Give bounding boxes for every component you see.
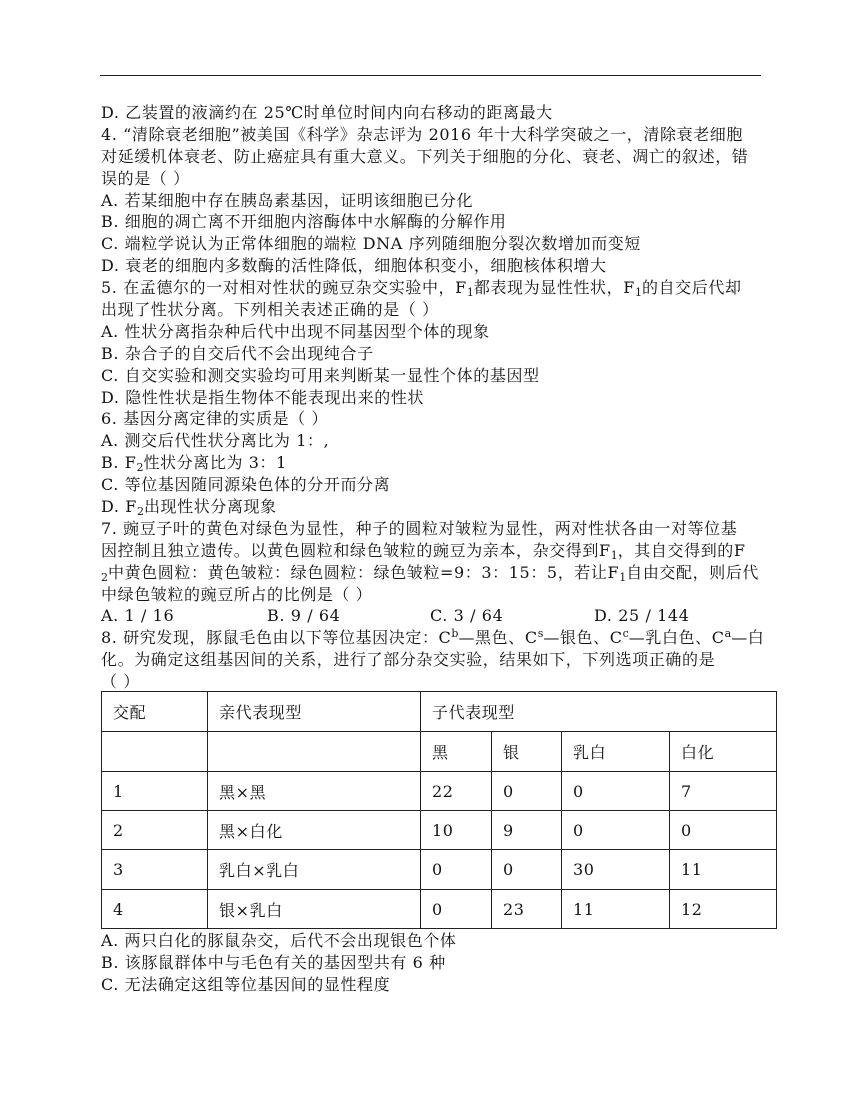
cell-parents: 黑×白化 — [208, 811, 421, 850]
question-4-option-b: B. 细胞的凋亡离不开细胞内溶酶体中水解酶的分解作用 — [101, 212, 507, 232]
header-rule — [100, 75, 761, 76]
cell-mating: 1 — [102, 772, 208, 811]
superscript: b — [451, 627, 459, 641]
subscript: 1 — [466, 286, 474, 300]
stem-text: 中黄色圆粒：黄色皱粒：绿色圆粒：绿色皱粒=9：3：15：5，若让F — [108, 562, 620, 582]
cell-count: 0 — [421, 850, 492, 890]
cell-count: 0 — [562, 811, 670, 850]
cell-count: 23 — [492, 890, 562, 929]
question-4-option-d: D. 衰老的细胞内多数酶的活性降低，细胞体积变小，细胞核体积增大 — [101, 256, 607, 276]
question-3-option-d: D. 乙装置的液滴约在 25℃时单位时间内向右移动的距离最大 — [101, 103, 553, 122]
subscript: 1 — [610, 548, 618, 562]
stem-text: —银色、C — [543, 628, 623, 648]
option-text: 性状分离比为 3：1 — [143, 453, 287, 473]
question-7-option-c: C. 3 / 64 — [430, 606, 504, 626]
cell-parents: 黑×黑 — [208, 772, 421, 811]
cell-parents: 乳白×乳白 — [208, 850, 421, 890]
stem-text: ，其自交得到的F — [617, 540, 746, 560]
subscript: 2 — [136, 505, 144, 519]
option-text: D. F — [101, 497, 137, 517]
stem-text: —乳白色、C — [628, 628, 725, 648]
question-5-option-d: D. 隐性性状是指生物体不能表现出来的性状 — [101, 387, 425, 407]
table-row — [102, 772, 777, 811]
question-4-option-a: A. 若某细胞中存在胰岛素基因，证明该细胞已分化 — [101, 190, 474, 210]
subheader-cream: 乳白 — [562, 732, 670, 772]
option-text: 出现性状分离现象 — [143, 497, 277, 517]
question-8-option-b: B. 该豚鼠群体中与毛色有关的基因型共有 6 种 — [101, 952, 446, 972]
subscript: 2 — [101, 570, 108, 584]
cell-count: 11 — [562, 890, 670, 929]
question-7-stem-line: 中绿色皱粒的豌豆所占的比例是（ ） — [101, 584, 373, 604]
empty-cell — [208, 732, 421, 772]
cell-mating: 2 — [102, 811, 208, 850]
table-row — [102, 890, 777, 929]
superscript: c — [622, 627, 629, 641]
stem-text: 都表现为显性性状，F — [473, 278, 635, 298]
subheader-black: 黑 — [421, 732, 492, 772]
cell-count: 10 — [421, 811, 492, 850]
cell-count: 22 — [421, 772, 492, 811]
question-7-stem-line: 7. 豌豆子叶的黄色对绿色为显性，种子的圆粒对皱粒为显性，两对性状各由一对等位基 — [101, 518, 738, 538]
question-7-options — [101, 605, 781, 627]
question-7-stem-line — [101, 562, 781, 584]
subscript: 1 — [634, 286, 642, 300]
superscript: s — [537, 627, 544, 641]
table-subheader-row — [102, 732, 777, 772]
cross-results-table — [101, 691, 777, 929]
header-mating: 交配 — [102, 692, 208, 732]
question-6-option-c: C. 等位基因随同源染色体的分开而分离 — [101, 475, 391, 495]
stem-text: 的自交后代却 — [641, 278, 742, 298]
question-5-stem-line — [101, 277, 781, 299]
question-8-stem-line: （ ） — [101, 672, 140, 692]
cell-count: 0 — [670, 811, 777, 850]
cell-count: 12 — [670, 890, 777, 929]
question-5-stem-line: 出现了性状分离。下列相关表述正确的是（ ） — [101, 300, 439, 320]
cell-count: 11 — [670, 850, 777, 890]
cell-mating: 3 — [102, 850, 208, 890]
stem-text: 8. 研究发现，豚鼠毛色由以下等位基因决定：C — [101, 628, 452, 648]
question-5-option-b: B. 杂合子的自交后代不会出现纯合子 — [101, 343, 374, 363]
question-8-stem-line: 化。为确定这组基因间的关系，进行了部分杂交实验，结果如下，下列选项正确的是 — [101, 650, 716, 670]
empty-cell — [102, 732, 208, 772]
subheader-albino: 白化 — [670, 732, 777, 772]
question-8-option-a: A. 两只白化的豚鼠杂交，后代不会出现银色个体 — [101, 931, 457, 950]
cell-mating: 4 — [102, 890, 208, 929]
cell-count: 0 — [562, 772, 670, 811]
stem-text: 自由交配，则后代 — [626, 562, 760, 582]
question-8-option-c: C. 无法确定这组等位基因间的显性程度 — [101, 974, 391, 994]
subscript: 1 — [619, 570, 627, 584]
header-offspring: 子代表现型 — [421, 692, 777, 732]
question-text-block — [101, 102, 781, 693]
question-8-options-block — [101, 930, 781, 996]
question-6-option-a: A. 测交后代性状分离比为 1：, — [101, 431, 330, 451]
question-5-option-a: A. 性状分离指杂种后代中出现不同基因型个体的现象 — [101, 321, 490, 341]
table-row — [102, 850, 777, 890]
question-6-option-b — [101, 452, 781, 474]
superscript: a — [724, 627, 732, 641]
question-4-stem-line: 4. “清除衰老细胞”被美国《科学》杂志评为 2016 年十大科学突破之一，清除衰老细胞 — [101, 124, 744, 144]
question-6-option-d — [101, 496, 781, 518]
table-header-row — [102, 692, 777, 732]
question-4-stem-line: 误的是（ ） — [101, 168, 190, 188]
question-4-option-c: C. 端粒学说认为正常体细胞的端粒 DNA 序列随细胞分裂次数增加而变短 — [101, 234, 641, 254]
question-6-stem: 6. 基因分离定律的实质是（ ） — [101, 409, 329, 429]
question-7-option-d: D. 25 / 144 — [594, 606, 690, 626]
option-text: B. F — [101, 453, 137, 473]
question-7-option-a: A. 1 / 16 — [101, 606, 175, 626]
cell-count: 30 — [562, 850, 670, 890]
stem-text: 因控制且独立遗传。以黄色圆粒和绿色皱粒的豌豆为亲本，杂交得到F — [101, 540, 611, 560]
cell-count: 0 — [492, 850, 562, 890]
stem-text: —白 — [731, 628, 765, 648]
question-7-stem-line — [101, 540, 781, 562]
subheader-silver: 银 — [492, 732, 562, 772]
cell-parents: 银×乳白 — [208, 890, 421, 929]
question-4-stem-line: 对延缓机体衰老、防止癌症具有重大意义。下列关于细胞的分化、衰老、凋亡的叙述，错 — [101, 146, 749, 166]
question-5-option-c: C. 自交实验和测交实验均可用来判断某一显性个体的基因型 — [101, 365, 540, 385]
stem-text: 5. 在孟德尔的一对相对性状的豌豆杂交实验中，F — [101, 278, 467, 298]
cell-count: 9 — [492, 811, 562, 850]
question-8-stem-line — [101, 627, 781, 649]
subscript: 2 — [136, 461, 144, 475]
cell-count: 7 — [670, 772, 777, 811]
table-row — [102, 811, 777, 850]
stem-text: —黑色、C — [458, 628, 538, 648]
cell-count: 0 — [421, 890, 492, 929]
header-parents: 亲代表现型 — [208, 692, 421, 732]
question-7-option-b: B. 9 / 64 — [267, 606, 341, 626]
cell-count: 0 — [492, 772, 562, 811]
